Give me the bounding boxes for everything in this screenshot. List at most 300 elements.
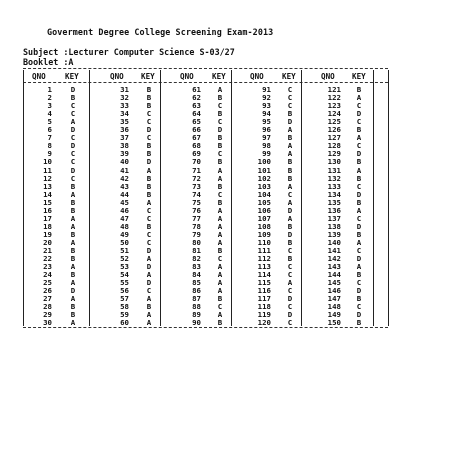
answer-key: B — [217, 197, 223, 207]
answer-key: D — [356, 189, 362, 199]
answer-key: D — [146, 125, 152, 135]
answer-key: C — [70, 157, 76, 167]
question-number: 122 — [327, 93, 341, 103]
answer-key: A — [70, 294, 76, 304]
table-row — [0, 199, 452, 207]
answer-key: C — [146, 286, 152, 296]
column-header-qno: QNO — [32, 72, 46, 81]
question-number: 83 — [192, 262, 201, 272]
answer-key: B — [356, 85, 362, 94]
answer-key: C — [287, 246, 293, 255]
question-number: 94 — [262, 109, 271, 119]
question-number: 76 — [192, 205, 201, 215]
question-number: 66 — [192, 125, 201, 135]
answer-key: A — [287, 278, 293, 288]
question-number: 84 — [192, 270, 201, 280]
answer-key: C — [287, 189, 293, 199]
answer-key: A — [356, 237, 362, 247]
question-number: 97 — [262, 133, 271, 143]
question-number: 2 — [47, 93, 52, 103]
question-number: 82 — [192, 254, 201, 264]
question-number: 39 — [120, 149, 129, 159]
answer-key: B — [146, 149, 152, 159]
question-number: 77 — [192, 213, 201, 223]
subject-line: Subject :Lecturer Computer Science S-03/27 — [23, 47, 235, 57]
answer-key: D — [146, 246, 152, 255]
question-number: 5 — [47, 117, 52, 127]
question-number: 148 — [327, 302, 341, 312]
question-number: 7 — [47, 133, 52, 143]
question-number: 85 — [192, 278, 201, 288]
answer-key: D — [70, 85, 76, 94]
answer-key: A — [217, 278, 223, 288]
question-number: 72 — [192, 173, 201, 183]
table-top-rule — [23, 68, 388, 69]
answer-key: B — [146, 101, 152, 111]
question-number: 138 — [327, 221, 341, 231]
question-number: 79 — [192, 229, 201, 239]
column-header-qno: QNO — [110, 72, 124, 81]
answer-key: D — [70, 141, 76, 151]
column-header-key: KEY — [212, 72, 226, 81]
question-number: 113 — [257, 262, 271, 272]
question-number: 31 — [120, 85, 129, 94]
answer-key: A — [287, 181, 293, 191]
answer-key: B — [70, 205, 76, 215]
question-number: 128 — [327, 141, 341, 151]
answer-key: A — [217, 262, 223, 272]
answer-key: B — [70, 246, 76, 255]
answer-key: B — [70, 197, 76, 207]
question-number: 43 — [120, 181, 129, 191]
question-number: 63 — [192, 101, 201, 111]
answer-key: A — [70, 189, 76, 199]
question-number: 126 — [327, 125, 341, 135]
question-number: 120 — [257, 318, 271, 328]
question-number: 116 — [257, 286, 271, 296]
table-row — [0, 158, 452, 166]
question-number: 98 — [262, 141, 271, 151]
question-number: 80 — [192, 237, 201, 247]
answer-key: A — [287, 141, 293, 151]
question-number: 150 — [327, 318, 341, 328]
question-number: 57 — [120, 294, 129, 304]
question-number: 102 — [257, 173, 271, 183]
table-row — [0, 311, 452, 319]
question-number: 55 — [120, 278, 129, 288]
question-number: 101 — [257, 165, 271, 175]
table-row — [0, 271, 452, 279]
answer-key: A — [217, 270, 223, 280]
question-number: 25 — [43, 278, 52, 288]
question-number: 139 — [327, 229, 341, 239]
question-number: 30 — [43, 318, 52, 328]
answer-key: A — [146, 310, 152, 320]
question-number: 60 — [120, 318, 129, 328]
answer-key: B — [287, 133, 293, 143]
question-number: 27 — [43, 294, 52, 304]
question-number: 132 — [327, 173, 341, 183]
answer-key: C — [217, 254, 223, 264]
answer-key: C — [217, 189, 223, 199]
answer-key: C — [146, 237, 152, 247]
answer-key: A — [70, 278, 76, 288]
answer-key: D — [70, 165, 76, 175]
question-number: 71 — [192, 165, 201, 175]
question-number: 81 — [192, 246, 201, 255]
answer-key: B — [356, 157, 362, 167]
question-number: 26 — [43, 286, 52, 296]
question-number: 14 — [43, 189, 52, 199]
answer-key: C — [70, 133, 76, 143]
answer-key: B — [217, 109, 223, 119]
question-number: 135 — [327, 197, 341, 207]
answer-key: B — [217, 93, 223, 103]
question-number: 100 — [257, 157, 271, 167]
question-number: 3 — [47, 101, 52, 111]
answer-key: D — [70, 125, 76, 135]
question-number: 10 — [43, 157, 52, 167]
answer-key: D — [356, 254, 362, 264]
question-number: 24 — [43, 270, 52, 280]
question-number: 42 — [120, 173, 129, 183]
answer-key: A — [217, 213, 223, 223]
answer-key: A — [356, 262, 362, 272]
answer-key: D — [356, 310, 362, 320]
column-header-key: KEY — [282, 72, 296, 81]
answer-key: A — [217, 286, 223, 296]
question-number: 48 — [120, 221, 129, 231]
question-number: 127 — [327, 133, 341, 143]
document-title: Goverment Degree College Screening Exam-2013 — [47, 27, 274, 37]
question-number: 6 — [47, 125, 52, 135]
table-row — [0, 255, 452, 263]
answer-key: B — [287, 173, 293, 183]
answer-key: C — [217, 302, 223, 312]
table-row — [0, 118, 452, 126]
answer-key: C — [356, 302, 362, 312]
question-number: 46 — [120, 205, 129, 215]
question-number: 124 — [327, 109, 341, 119]
question-number: 119 — [257, 310, 271, 320]
column-header-qno: QNO — [321, 72, 335, 81]
question-number: 35 — [120, 117, 129, 127]
answer-key: D — [287, 117, 293, 127]
answer-key: B — [70, 310, 76, 320]
answer-key: A — [70, 237, 76, 247]
answer-key: D — [356, 286, 362, 296]
answer-key: D — [287, 229, 293, 239]
answer-key: C — [356, 181, 362, 191]
question-number: 130 — [327, 157, 341, 167]
answer-key: B — [356, 318, 362, 328]
answer-key: B — [287, 221, 293, 231]
question-number: 45 — [120, 197, 129, 207]
question-number: 74 — [192, 189, 201, 199]
answer-key: B — [356, 125, 362, 135]
table-row — [0, 319, 452, 327]
answer-key: D — [217, 125, 223, 135]
question-number: 117 — [257, 294, 271, 304]
table-row — [0, 167, 452, 175]
answer-key: C — [287, 85, 293, 94]
table-row — [0, 215, 452, 223]
question-number: 54 — [120, 270, 129, 280]
answer-key: B — [146, 141, 152, 151]
answer-key: B — [70, 93, 76, 103]
answer-key: B — [287, 157, 293, 167]
answer-key: D — [356, 109, 362, 119]
question-number: 19 — [43, 229, 52, 239]
question-number: 68 — [192, 141, 201, 151]
answer-key: C — [217, 149, 223, 159]
answer-key: B — [287, 254, 293, 264]
column-header-key: KEY — [141, 72, 155, 81]
answer-key: C — [356, 101, 362, 111]
question-number: 13 — [43, 181, 52, 191]
question-number: 36 — [120, 125, 129, 135]
answer-key: B — [146, 93, 152, 103]
question-number: 40 — [120, 157, 129, 167]
question-number: 34 — [120, 109, 129, 119]
question-number: 49 — [120, 229, 129, 239]
answer-key: A — [287, 125, 293, 135]
question-number: 67 — [192, 133, 201, 143]
table-row — [0, 86, 452, 94]
question-number: 4 — [47, 109, 52, 119]
question-number: 110 — [257, 237, 271, 247]
table-row — [0, 126, 452, 134]
answer-key: C — [70, 101, 76, 111]
answer-key: C — [356, 141, 362, 151]
answer-key: A — [217, 229, 223, 239]
answer-key: C — [287, 270, 293, 280]
question-number: 142 — [327, 254, 341, 264]
question-number: 140 — [327, 237, 341, 247]
question-number: 106 — [257, 205, 271, 215]
question-number: 93 — [262, 101, 271, 111]
question-number: 53 — [120, 262, 129, 272]
answer-key: D — [287, 310, 293, 320]
answer-key: A — [146, 294, 152, 304]
table-row — [0, 110, 452, 118]
answer-key: C — [217, 117, 223, 127]
question-number: 105 — [257, 197, 271, 207]
question-number: 8 — [47, 141, 52, 151]
answer-key: C — [287, 93, 293, 103]
question-number: 52 — [120, 254, 129, 264]
answer-key: B — [70, 302, 76, 312]
answer-key: B — [70, 270, 76, 280]
question-number: 108 — [257, 221, 271, 231]
table-row — [0, 207, 452, 215]
answer-key: A — [217, 205, 223, 215]
answer-key: B — [287, 165, 293, 175]
answer-key: A — [70, 262, 76, 272]
table-row — [0, 183, 452, 191]
answer-key: C — [70, 109, 76, 119]
question-number: 115 — [257, 278, 271, 288]
question-number: 123 — [327, 101, 341, 111]
answer-key: B — [217, 157, 223, 167]
table-row — [0, 263, 452, 271]
question-number: 51 — [120, 246, 129, 255]
question-number: 109 — [257, 229, 271, 239]
answer-key: C — [356, 246, 362, 255]
answer-key: A — [217, 310, 223, 320]
answer-key: B — [70, 254, 76, 264]
answer-key: B — [70, 229, 76, 239]
question-number: 104 — [257, 189, 271, 199]
answer-key: C — [146, 133, 152, 143]
table-row — [0, 94, 452, 102]
answer-key: B — [217, 318, 223, 328]
question-number: 65 — [192, 117, 201, 127]
answer-key: D — [70, 286, 76, 296]
question-number: 58 — [120, 302, 129, 312]
question-number: 9 — [47, 149, 52, 159]
question-number: 86 — [192, 286, 201, 296]
answer-key: A — [70, 318, 76, 328]
question-number: 56 — [120, 286, 129, 296]
question-number: 70 — [192, 157, 201, 167]
booklet-line: Booklet :A — [23, 57, 74, 67]
question-number: 118 — [257, 302, 271, 312]
answer-key: A — [70, 213, 76, 223]
answer-key: B — [146, 85, 152, 94]
question-number: 133 — [327, 181, 341, 191]
table-row — [0, 102, 452, 110]
answer-key: A — [356, 133, 362, 143]
question-number: 59 — [120, 310, 129, 320]
question-number: 96 — [262, 125, 271, 135]
table-row — [0, 150, 452, 158]
answer-key: C — [146, 109, 152, 119]
answer-key: B — [356, 270, 362, 280]
answer-key: C — [287, 262, 293, 272]
question-number: 21 — [43, 246, 52, 255]
answer-key: D — [287, 205, 293, 215]
answer-key: B — [146, 221, 152, 231]
question-number: 64 — [192, 109, 201, 119]
answer-key: A — [356, 93, 362, 103]
table-row — [0, 134, 452, 142]
answer-key: A — [217, 85, 223, 94]
answer-key: A — [146, 270, 152, 280]
column-header-key: KEY — [352, 72, 366, 81]
question-number: 107 — [257, 213, 271, 223]
question-number: 32 — [120, 93, 129, 103]
question-number: 149 — [327, 310, 341, 320]
table-row — [0, 295, 452, 303]
table-row — [0, 303, 452, 311]
answer-key: C — [70, 149, 76, 159]
question-number: 16 — [43, 205, 52, 215]
question-number: 95 — [262, 117, 271, 127]
question-number: 1 — [47, 85, 52, 94]
answer-key: C — [287, 318, 293, 328]
question-number: 75 — [192, 197, 201, 207]
table-row — [0, 223, 452, 231]
question-number: 87 — [192, 294, 201, 304]
answer-key: A — [146, 254, 152, 264]
question-number: 134 — [327, 189, 341, 199]
question-number: 18 — [43, 221, 52, 231]
question-number: 136 — [327, 205, 341, 215]
answer-key: B — [70, 181, 76, 191]
question-number: 121 — [327, 85, 341, 94]
table-row — [0, 175, 452, 183]
answer-key: A — [70, 117, 76, 127]
answer-key: C — [146, 205, 152, 215]
answer-key: A — [217, 165, 223, 175]
answer-key: A — [287, 149, 293, 159]
question-number: 91 — [262, 85, 271, 94]
answer-key: C — [217, 101, 223, 111]
table-row — [0, 191, 452, 199]
answer-key: D — [146, 262, 152, 272]
answer-key: C — [70, 173, 76, 183]
table-row — [0, 279, 452, 287]
question-number: 144 — [327, 270, 341, 280]
answer-key: B — [146, 181, 152, 191]
answer-key: B — [356, 229, 362, 239]
question-number: 23 — [43, 262, 52, 272]
answer-key: C — [356, 213, 362, 223]
question-number: 38 — [120, 141, 129, 151]
answer-key: C — [146, 213, 152, 223]
answer-key: D — [356, 221, 362, 231]
question-number: 92 — [262, 93, 271, 103]
question-number: 89 — [192, 310, 201, 320]
column-header-qno: QNO — [250, 72, 264, 81]
answer-key: A — [287, 197, 293, 207]
answer-key: D — [146, 278, 152, 288]
answer-key: B — [146, 189, 152, 199]
answer-key: A — [217, 221, 223, 231]
question-number: 11 — [43, 165, 52, 175]
question-number: 146 — [327, 286, 341, 296]
answer-key: C — [287, 286, 293, 296]
answer-key: C — [287, 101, 293, 111]
question-number: 78 — [192, 221, 201, 231]
question-number: 88 — [192, 302, 201, 312]
question-number: 44 — [120, 189, 129, 199]
answer-key: B — [217, 246, 223, 255]
table-row — [0, 231, 452, 239]
answer-key: A — [287, 213, 293, 223]
answer-key: B — [356, 197, 362, 207]
answer-key: C — [146, 117, 152, 127]
table-row — [0, 239, 452, 247]
answer-key: D — [287, 294, 293, 304]
table-row — [0, 287, 452, 295]
question-number: 69 — [192, 149, 201, 159]
answer-key: D — [146, 157, 152, 167]
question-number: 17 — [43, 213, 52, 223]
question-number: 37 — [120, 133, 129, 143]
question-number: 145 — [327, 278, 341, 288]
question-number: 47 — [120, 213, 129, 223]
question-number: 61 — [192, 85, 201, 94]
question-number: 33 — [120, 101, 129, 111]
table-row — [0, 142, 452, 150]
answer-key: A — [356, 165, 362, 175]
answer-key: A — [146, 318, 152, 328]
question-number: 131 — [327, 165, 341, 175]
answer-key: B — [146, 302, 152, 312]
question-number: 41 — [120, 165, 129, 175]
